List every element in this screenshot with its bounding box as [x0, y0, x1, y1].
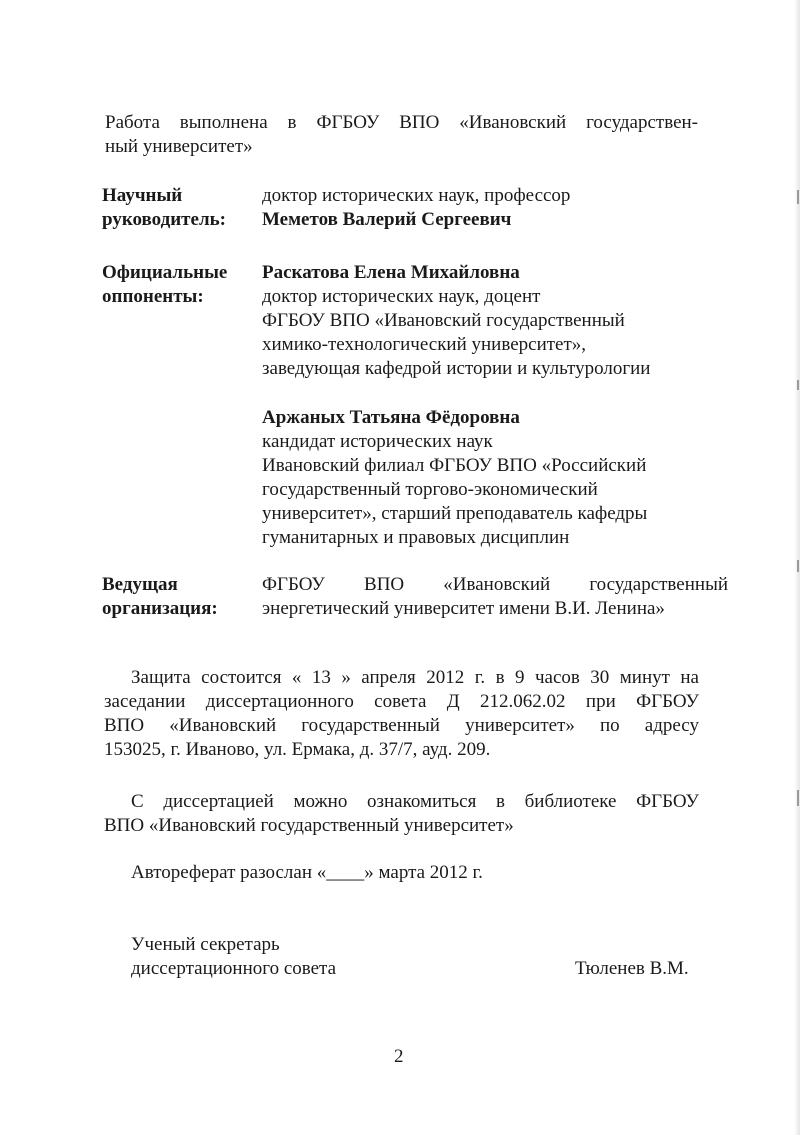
- scan-mark: [797, 560, 799, 572]
- opponent-1-line: заведующая кафедрой истории и культурологии: [262, 358, 651, 379]
- leading-org-label-2: организация:: [102, 598, 218, 619]
- leading-org-line-2: энергетический университет имени В.И. Ленина»: [262, 598, 665, 619]
- defense-line-2: заседании диссертационного совета Д 212.062.02 при ФГБОУ: [104, 691, 699, 712]
- library-line-2: ВПО «Ивановский государственный университет»: [104, 815, 514, 836]
- secretary-title-2: диссертационного совета: [131, 958, 337, 979]
- opponent-1-line: ФГБОУ ВПО «Ивановский государственный: [262, 310, 625, 331]
- defense-line-1: Защита состоится « 13 » апреля 2012 г. в 9 часов 30 минут на: [131, 667, 699, 688]
- opponent-2-line: университет», старший преподаватель кафедры: [262, 503, 648, 524]
- abstract-sent-date: Автореферат разослан «____» марта 2012 г.: [131, 862, 483, 883]
- defense-line-4: 153025, г. Иваново, ул. Ермака, д. 37/7, ауд. 209.: [104, 739, 491, 760]
- opponent-2-line: кандидат исторических наук: [262, 431, 493, 452]
- scan-edge: [794, 0, 800, 1135]
- opponent-1-line: доктор исторических наук, доцент: [262, 286, 541, 307]
- opponent-2-line: гуманитарных и правовых дисциплин: [262, 527, 570, 548]
- page-number: 2: [394, 1046, 404, 1067]
- supervisor-name: Меметов Валерий Сергеевич: [262, 209, 512, 230]
- opponents-label-2: оппоненты:: [102, 286, 204, 307]
- secretary-title-1: Ученый секретарь: [131, 934, 280, 955]
- supervisor-label-1: Научный: [102, 185, 183, 206]
- supervisor-degree: доктор исторических наук, профессор: [262, 185, 571, 206]
- opponent-2-line: государственный торгово-экономический: [262, 479, 598, 500]
- opponent-2-name: Аржаных Татьяна Фёдоровна: [262, 407, 520, 428]
- intro-line-2: ный университет»: [105, 136, 253, 157]
- supervisor-label-2: руководитель:: [102, 209, 226, 230]
- leading-org-label-1: Ведущая: [102, 574, 178, 595]
- scan-mark: [797, 790, 799, 806]
- intro-line-1: Работа выполнена в ФГБОУ ВПО «Ивановский государствен-: [105, 112, 698, 133]
- scan-mark: [797, 380, 799, 390]
- opponent-2-line: Ивановский филиал ФГБОУ ВПО «Российский: [262, 455, 647, 476]
- secretary-name: Тюленев В.М.: [575, 958, 689, 979]
- opponents-label-1: Официальные: [102, 262, 228, 283]
- defense-line-3: ВПО «Ивановский государственный университет» по адресу: [104, 715, 699, 736]
- opponent-1-line: химико-технологический университет»,: [262, 334, 587, 355]
- library-line-1: С диссертацией можно ознакомиться в библиотеке ФГБОУ: [131, 791, 699, 812]
- scan-mark: [797, 190, 799, 204]
- opponent-1-name: Раскатова Елена Михайловна: [262, 262, 520, 283]
- leading-org-line-1: ФГБОУ ВПО «Ивановский государственный: [262, 574, 728, 595]
